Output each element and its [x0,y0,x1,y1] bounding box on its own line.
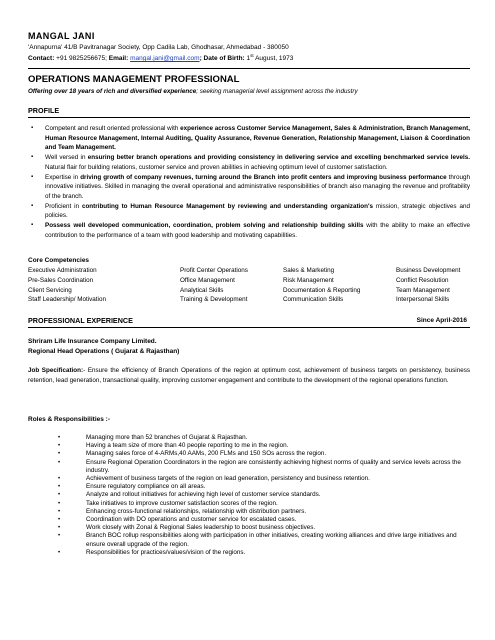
phone-number: +91 9825256675; [54,55,109,63]
competency-item: Business Development [396,267,461,274]
role-item [58,442,472,450]
position-title: Regional Head Operations ( Gujarat & Rajasthan) [28,348,180,355]
email-label: Email: [108,55,129,63]
profile-text: Expertise in [45,173,81,181]
role-item [58,483,472,491]
profile-text: through innovative initiatives. Skilled in managing the overall operational and administrative responsibilities of branch also managing the revenue and profitability of the branch. [45,173,471,200]
bullet-icon: • [58,443,61,450]
competency-item: Office Management [180,276,235,284]
competency-item: Interpersonal Skills [396,296,450,304]
role-text: Managing sales force of 4-ARMs,40 AAMs, 200 FLMs and 150 SOs across the region. [86,450,327,458]
experience-heading: PROFESSIONAL EXPERIENCE [28,316,133,325]
role-text: Work closely with Zonal & Regional Sales leadership to boost business objectives. [86,524,316,532]
bullet-icon: • [58,459,61,466]
bullet-icon: • [58,484,61,491]
bullet-icon: ▪ [31,222,34,229]
bullet-icon: • [58,517,61,524]
role-text: Analyze and rollout initiatives for achieving high level of customer service standards. [86,491,321,499]
bullet-icon: ▪ [31,173,34,180]
role-text: Enhancing cross-functional relationships, relationship with distribution partners. [86,507,307,515]
competency-item: Risk Management [283,276,334,284]
contact-label: Contact: [28,55,55,63]
competencies-heading: Core Competencies [28,257,90,264]
role-text: Ensure regulatory compliance on all areas. [86,483,206,491]
roles-heading: Roles & Responsibilities :- [28,416,110,423]
competency-row [28,266,478,276]
competency-item: Documentation & Reporting [283,286,361,294]
role-text: Achievement of business targets of the region on lead generation, persistency and business retention. [86,475,370,483]
role-item [58,450,472,458]
profile-text: Well versed in [45,154,88,162]
profile-title: OPERATIONS MANAGEMENT PROFESSIONAL [28,74,240,85]
bullet-icon: • [58,451,61,458]
role-text: Take initiatives to improve customer satisfaction scores of the region. [86,499,278,507]
bullet-icon: • [58,492,61,499]
bullet-icon: • [58,476,61,483]
company-name: Shriram Life Insurance Company Limited. [28,338,157,345]
role-item [58,524,472,532]
profile-item [28,153,470,172]
role-item [58,516,472,524]
bullet-icon: • [58,549,61,556]
competency-item: Executive Administration [28,267,97,274]
competency-row [28,295,478,305]
competency-item: Training & Development [180,296,248,304]
competency-item: Profit Center Operations [180,267,248,274]
candidate-name: MANGAL JANI [28,31,95,41]
profile-text: driving growth of company revenues, turning around the Branch into profit centers and improving business performance [80,173,447,181]
header-divider [28,68,470,69]
profile-item [28,221,470,240]
role-text: Branch BOC rollup responsibilities along with participation in other initiatives, creating working alliances and drive large initiatives and ensure overall upgrade of the region. [86,532,457,548]
competency-item: Sales & Marketing [283,267,335,274]
tagline [28,88,358,95]
profile-text: contributing to Human Resource Management by reviewing and understanding organization's [81,202,373,210]
job-specification [28,366,470,385]
profile-divider [28,117,470,118]
tagline-bold: Offering over 18 years of rich and diversified experience [28,88,197,95]
tagline-rest: ; seeking managerial level assignment across the industry [196,88,358,95]
competency-item: Analytical Skills [180,286,224,294]
competency-item: Staff Leadership/ Motivation [28,296,106,304]
profile-text: Proficient in [45,202,82,210]
role-text: Having a team size of more than 40 people reporting to me in the region. [86,442,289,450]
bullet-icon: • [58,533,61,540]
role-item [58,459,472,475]
profile-text: experience across Customer Service Management, Sales & Administration, Branch Management, Human Resource Management, Internal Auditing, Quality Assurance, Revenue Generation, Relationship Management, Liaison & Coordination and Team Management. [45,125,470,152]
address-line: 'Annapurna' 41/B Pavitranagar Society, Opp Cadila Lab, Ghodhasar, Ahmedabad - 380050 [28,44,289,51]
role-item [58,491,472,499]
bullet-icon: ▪ [31,154,34,161]
competency-item: Team Management [396,286,450,294]
bullet-icon: ▪ [31,202,34,209]
profile-text: Competent and result oriented professional with [45,125,181,132]
competency-item: Client Servicing [28,286,72,294]
profile-heading: PROFILE [28,106,60,115]
role-item [58,508,472,516]
role-item [58,475,472,483]
profile-text: with the ability to make an effective contribution to the performance of a team with good leadership and motivating capabilities. [45,222,470,239]
competency-item: Communication Skills [283,296,344,304]
bullet-icon: • [58,500,61,507]
jobspec-label: Job Specification: [28,367,84,374]
role-item [58,500,472,508]
profile-text: mission, strategic objectives and policies. [45,202,470,220]
profile-list [28,124,470,240]
bullet-icon: • [58,435,61,441]
contact-line [28,53,293,62]
email-link[interactable]: mangal.jani@gmail.com [130,55,200,63]
competency-item: Conflict Resolution [396,276,449,284]
competency-row [28,276,478,286]
profile-text: ensuring better branch operations and providing consistency in delivering service and excelling benchmarked service levels. [87,154,470,162]
bullet-icon: • [58,525,61,532]
jobspec-text: - Ensure the efficiency of Branch Operations of the region at optimum cost, achievement of business targets on persistency, business retention, lead generation, transactional quality, improving customer engagement and contribute to the development of the regional operations function. [28,367,470,384]
role-text: Responsibilities for practices/values/vision of the regions. [86,548,246,556]
dob-rest: August, 1973 [253,55,294,63]
role-item [58,549,472,557]
profile-item [28,124,470,153]
profile-text: Natural flair for building relations, customer service and proven abilities in achieving optimum level of customer satisfaction. [45,163,388,171]
profile-item [28,173,470,202]
profile-item [28,202,470,221]
experience-divider [28,327,470,328]
role-text: Coordination with DO operations and customer service for escalated cases. [86,516,297,524]
role-text: Managing more than 52 branches of Gujarat & Rajasthan. [86,434,248,441]
competencies-grid [28,266,478,305]
dob-suffix: st [250,53,254,58]
bullet-icon: • [58,508,61,515]
bullet-icon: ▪ [31,125,34,131]
role-item [58,434,472,442]
profile-text: Possess well developed communication, coordination, problem solving and relationship building skills [45,222,364,230]
competency-row [28,286,478,296]
experience-since: Since April-2016 [416,317,467,324]
roles-list [58,434,472,557]
role-item [58,532,472,548]
dob-day: 1 [244,55,251,63]
competency-item: Pre-Sales Coordination [28,276,94,284]
dob-label: ; Date of Birth: [199,55,245,63]
company-block [28,337,179,357]
role-text: Ensure Regional Operation Coordinators in the region are consistently achieving highest norms of quality and service levels across the industry. [86,458,461,474]
